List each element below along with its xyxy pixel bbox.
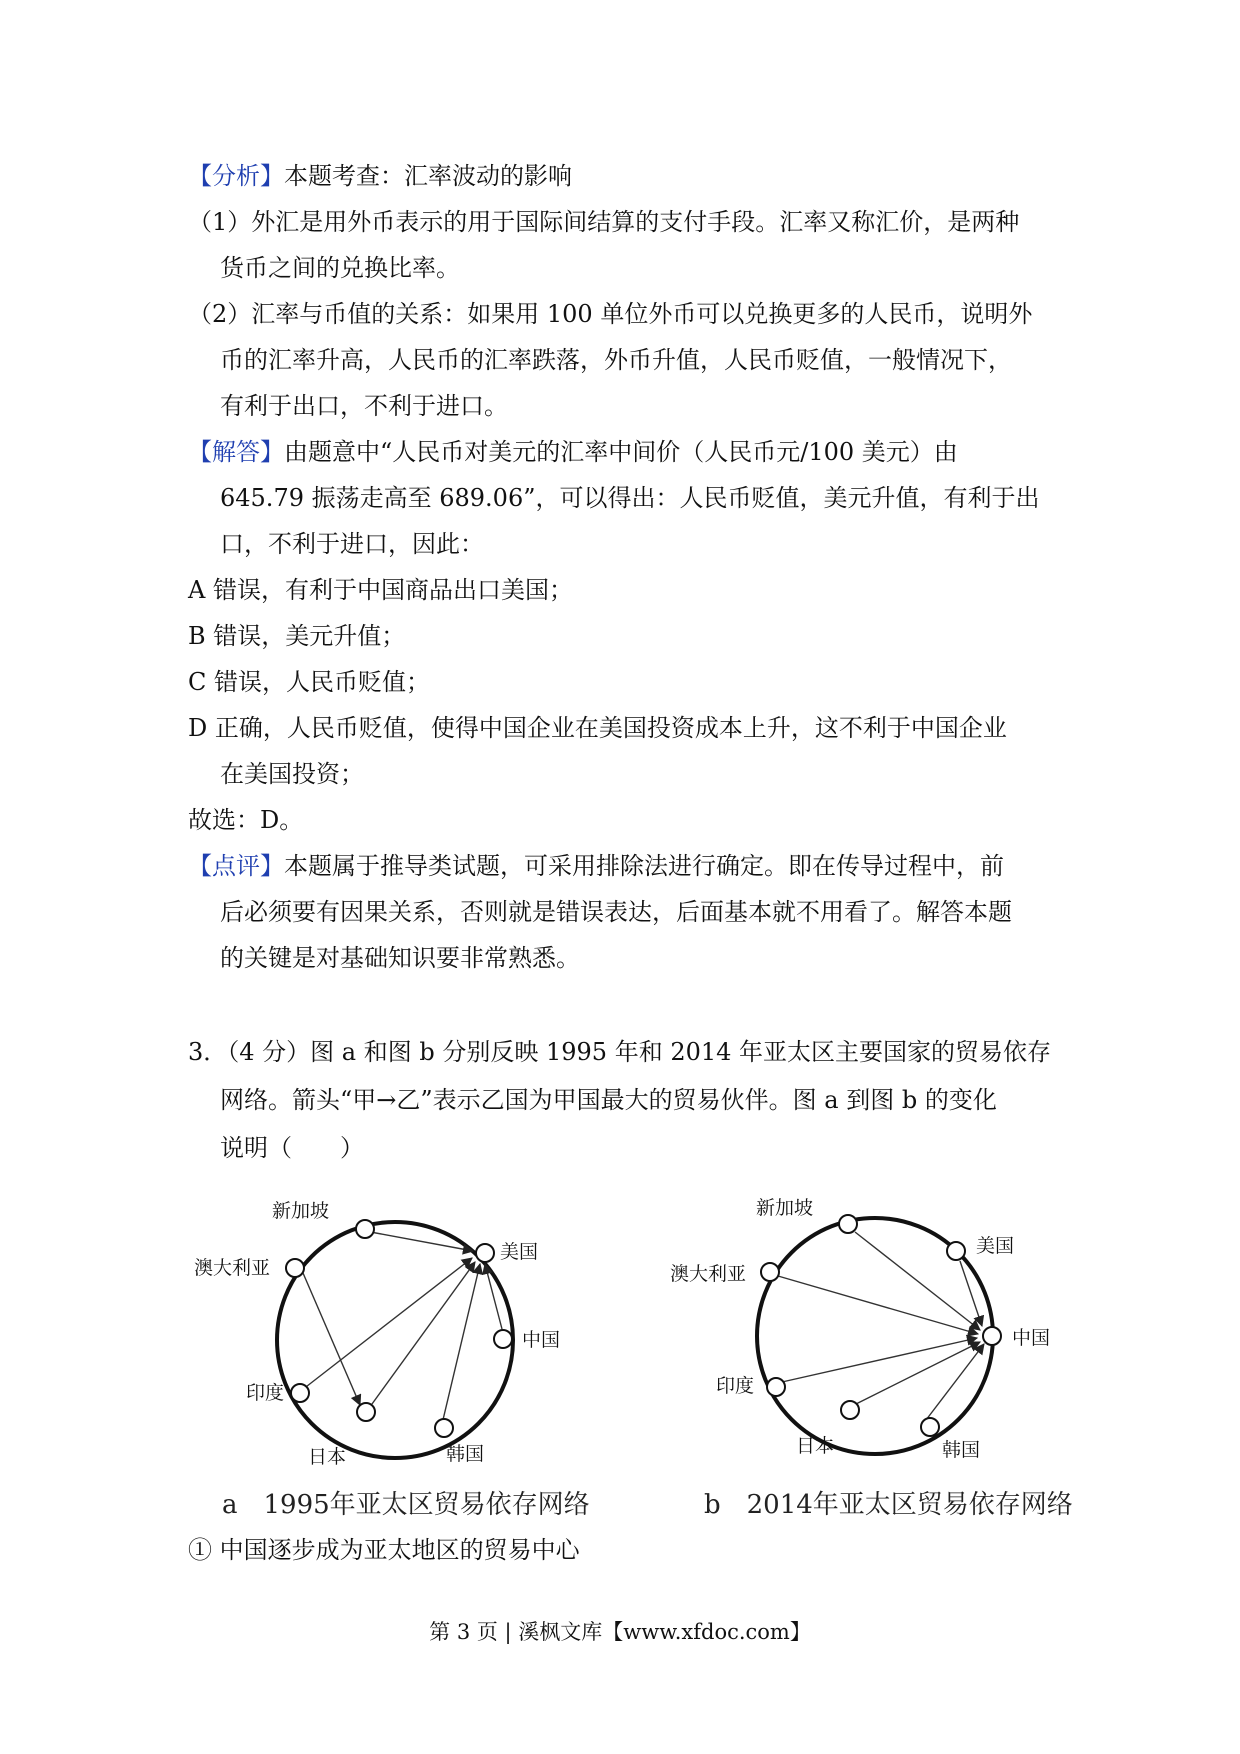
- figure-a-node-usa: [476, 1244, 494, 1262]
- answer-line-1: [188, 436, 958, 468]
- comment-line-1: [188, 850, 1004, 882]
- figure-b-label-australia: 澳大利亚: [670, 1263, 747, 1285]
- figure-b-label-singapore: 新加坡: [756, 1197, 814, 1219]
- analysis-tag: 【分析】: [188, 162, 284, 190]
- figure-b-caption: b 2014年亚太区贸易依存网络: [704, 1490, 1073, 1520]
- figure-a-node-china: [494, 1330, 512, 1348]
- figure-a-label-india: 印度: [246, 1382, 285, 1404]
- figure-b-arrow-india-china: [782, 1338, 977, 1382]
- analysis-p1-line1: （1）外汇是用外币表示的用于国际间结算的支付手段。汇率又称汇价，是两种: [188, 208, 1020, 236]
- figure-a-arrow-japan-usa: [372, 1262, 475, 1404]
- figure-b-label-india: 印度: [716, 1375, 755, 1397]
- analysis-p2-line3: 有利于出口，不利于进口。: [220, 392, 508, 420]
- answer-option-b: B 错误，美元升值；: [188, 622, 406, 650]
- figure-a-network-diagram: [180, 1180, 620, 1500]
- figure-a-label-australia: 澳大利亚: [194, 1257, 271, 1279]
- figure-a-label-korea: 韩国: [446, 1443, 485, 1465]
- answer-option-d-line1: D 正确，人民币贬值，使得中国企业在美国投资成本上升，这不利于中国企业: [188, 714, 1007, 742]
- analysis-line-1: [188, 160, 572, 192]
- answer-option-c: C 错误，人民币贬值；: [188, 668, 430, 696]
- figure-b-node-korea: [921, 1418, 939, 1436]
- figure-b-label-china: 中国: [1012, 1327, 1051, 1349]
- answer-choice: 故选：D。: [188, 806, 304, 834]
- figure-a-node-korea: [435, 1419, 453, 1437]
- analysis-intro: 本题考查：汇率波动的影响: [284, 162, 572, 190]
- figure-b-network-diagram: [660, 1176, 1100, 1496]
- answer-option-d-line2: 在美国投资；: [220, 760, 364, 788]
- figure-a-node-australia: [286, 1259, 304, 1277]
- figure-a-arrow-korea-usa: [442, 1264, 480, 1424]
- figure-a-node-japan: [357, 1403, 375, 1421]
- figure-a-node-singapore: [356, 1220, 374, 1238]
- question3-line-1: 3．（4 分）图 a 和图 b 分别反映 1995 年和 2014 年亚太区主要国家的贸易依存: [188, 1038, 1052, 1066]
- figure-b-node-singapore: [839, 1215, 857, 1233]
- analysis-p2-line1: （2）汇率与币值的关系：如果用 100 单位外币可以兑换更多的人民币，说明外: [188, 300, 1033, 328]
- answer-option-a: A 错误，有利于中国商品出口美国；: [188, 576, 573, 604]
- figure-a-label-japan: 日本: [308, 1446, 347, 1468]
- page-footer: 第 3 页 | 溪枫文库【www.xfdoc.com】: [429, 1620, 811, 1644]
- figure-a-label-china: 中国: [522, 1329, 561, 1351]
- figure-a-arrow-australia-japan: [303, 1273, 360, 1405]
- question3-line-3: 说明（ ）: [220, 1134, 364, 1162]
- answer-line-2: 645.79 振荡走高至 689.06”，可以得出：人民币贬值，美元升值，有利于出: [220, 484, 1040, 512]
- comment-text-1: 本题属于推导类试题，可采用排除法进行确定。即在传导过程中，前: [284, 852, 1004, 880]
- answer-text-1: 由题意中“人民币对美元的汇率中间价（人民币元/100 美元）由: [284, 438, 958, 466]
- figure-a-caption: a 1995年亚太区贸易依存网络: [222, 1490, 590, 1520]
- figure-b-node-india: [767, 1378, 785, 1396]
- figure-a-arrow-india-usa: [302, 1258, 472, 1390]
- figure-b-label-japan: 日本: [796, 1435, 835, 1457]
- figure-b-node-usa: [947, 1242, 965, 1260]
- comment-line-2: 后必须要有因果关系，否则就是错误表达，后面基本就不用看了。解答本题: [220, 898, 1012, 926]
- question3-option-1: ① 中国逐步成为亚太地区的贸易中心: [188, 1536, 580, 1564]
- answer-tag: 【解答】: [188, 438, 284, 466]
- figure-b-node-japan: [841, 1401, 859, 1419]
- figure-b-label-korea: 韩国: [942, 1439, 981, 1461]
- figure-a-node-india: [291, 1384, 309, 1402]
- figure-b-node-australia: [761, 1263, 779, 1281]
- figure-b-node-china: [983, 1327, 1001, 1345]
- analysis-p1-line2: 货币之间的兑换比率。: [220, 254, 460, 282]
- figure-a-label-usa: 美国: [500, 1241, 539, 1263]
- answer-line-3: 口，不利于进口，因此：: [220, 530, 484, 558]
- figure-b-label-usa: 美国: [976, 1235, 1015, 1257]
- comment-line-3: 的关键是对基础知识要非常熟悉。: [220, 944, 580, 972]
- analysis-p2-line2: 币的汇率升高，人民币的汇率跌落，外币升值，人民币贬值，一般情况下，: [220, 346, 1012, 374]
- figure-b-arrow-korea-china: [926, 1344, 984, 1420]
- question3-line-2: 网络。箭头“甲→乙”表示乙国为甲国最大的贸易伙伴。图 a 到图 b 的变化: [220, 1086, 997, 1114]
- comment-tag: 【点评】: [188, 852, 284, 880]
- figure-a-label-singapore: 新加坡: [272, 1200, 330, 1222]
